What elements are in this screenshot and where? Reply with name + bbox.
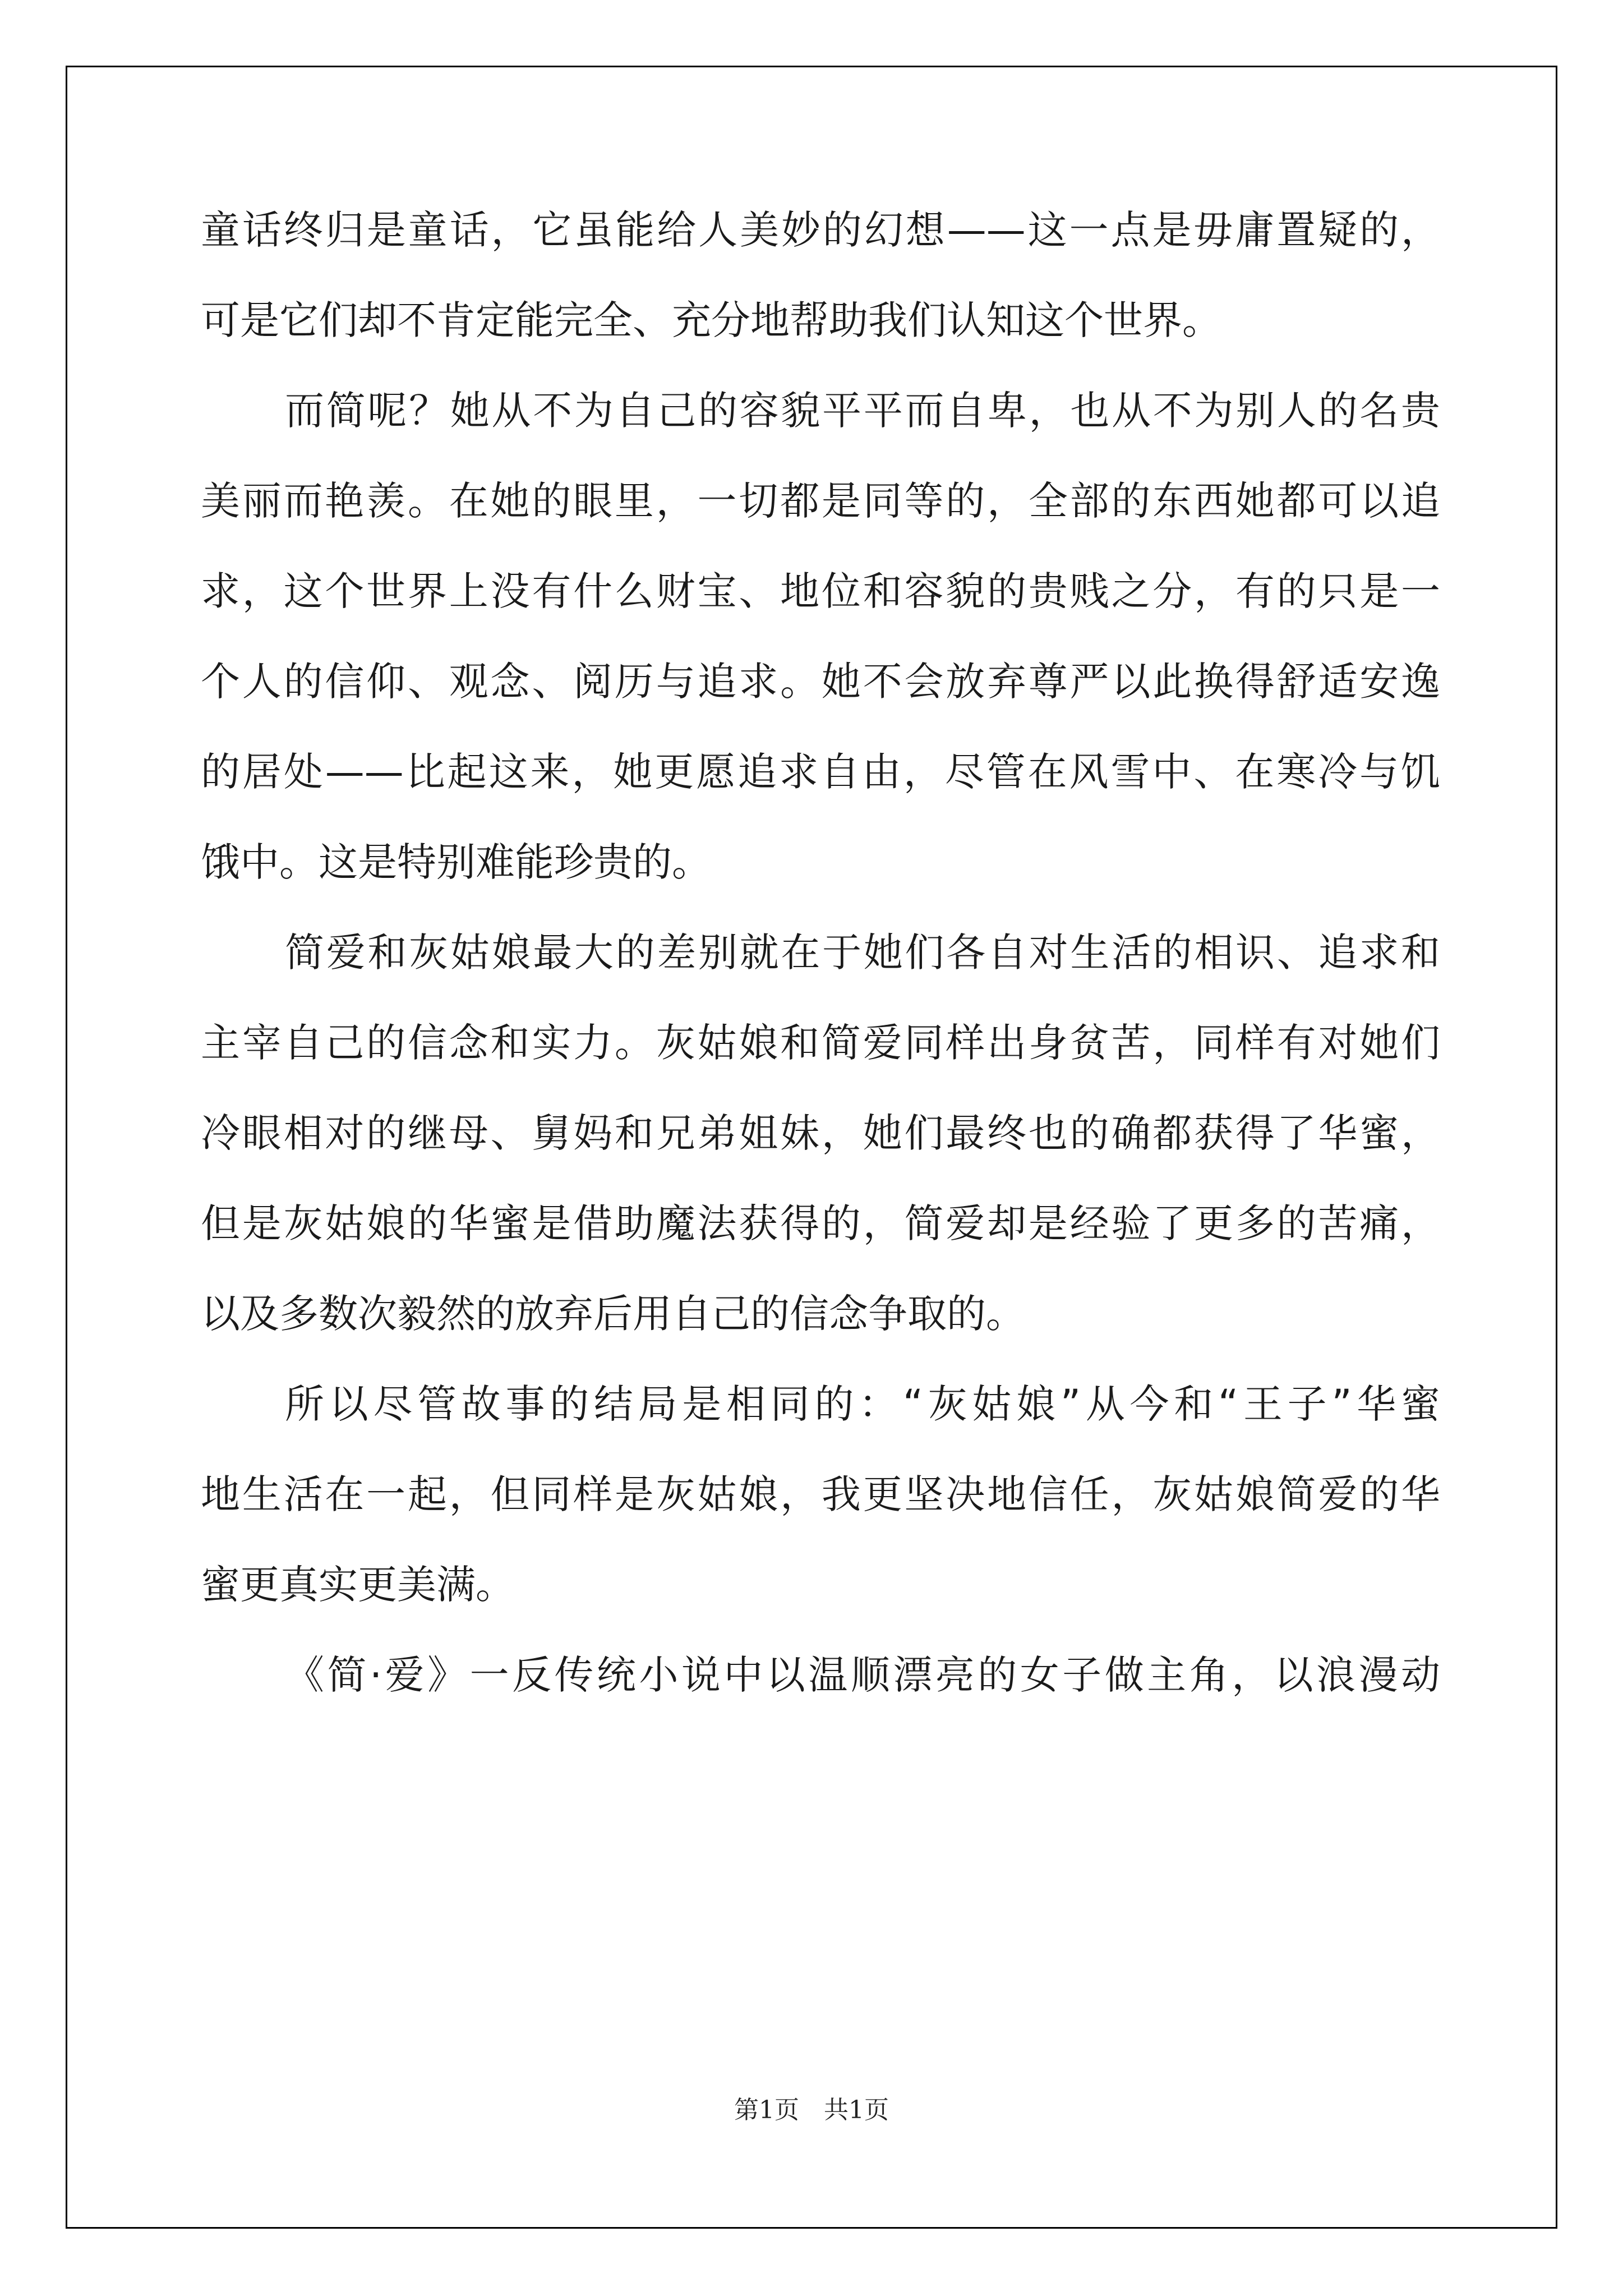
- text-line: 以及多数次毅然的放弃后用自己的信念争取的。: [201, 1291, 1025, 1337]
- text-line: 饿中。这是特别难能珍贵的。: [201, 839, 711, 885]
- text-line: 美丽而艳羡。在她的眼里，一切都是同等的，全部的东西她都可以追: [201, 478, 1440, 524]
- text-line: 求，这个世界上没有什么财宝、地位和容貌的贵贱之分，有的只是一: [201, 568, 1440, 614]
- text-line: 地生活在一起，但同样是灰姑娘，我更坚决地信任，灰姑娘简爱的华: [201, 1471, 1440, 1517]
- text-line: 的居处——比起这来，她更愿追求自由，尽管在风雪中、在寒冷与饥: [201, 749, 1440, 795]
- text-line: 简爱和灰姑娘最大的差别就在于她们各自对生活的相识、追求和: [285, 930, 1440, 976]
- text-line: 但是灰姑娘的华蜜是借助魔法获得的，简爱却是经验了更多的苦痛，: [201, 1200, 1440, 1246]
- page-number: 第1页 共1页: [734, 2096, 889, 2124]
- document-body: [201, 185, 1440, 1720]
- text-line: 个人的信仰、观念、阅历与追求。她不会放弃尊严以此换得舒适安逸: [201, 659, 1440, 705]
- text-line: 可是它们却不肯定能完全、充分地帮助我们认知这个世界。: [201, 297, 1221, 343]
- text-line: 而简呢？她从不为自己的容貌平平而自卑，也从不为别人的名贵: [285, 388, 1440, 434]
- text-line: 童话终归是童话，它虽能给人美妙的幻想——这一点是毋庸置疑的，: [201, 207, 1440, 253]
- text-line: 蜜更真实更美满。: [201, 1562, 515, 1608]
- text-line: 所以尽管故事的结局是相同的：“灰姑娘”从今和“王子”华蜜: [285, 1381, 1440, 1427]
- text-line: 主宰自己的信念和实力。灰姑娘和简爱同样出身贫苦，同样有对她们: [201, 1020, 1440, 1066]
- page-footer: [0, 2090, 1623, 2125]
- text-line: 《简·爱》一反传统小说中以温顺漂亮的女子做主角，以浪漫动: [285, 1652, 1440, 1698]
- text-line: 冷眼相对的继母、舅妈和兄弟姐妹，她们最终也的确都获得了华蜜，: [201, 1110, 1440, 1156]
